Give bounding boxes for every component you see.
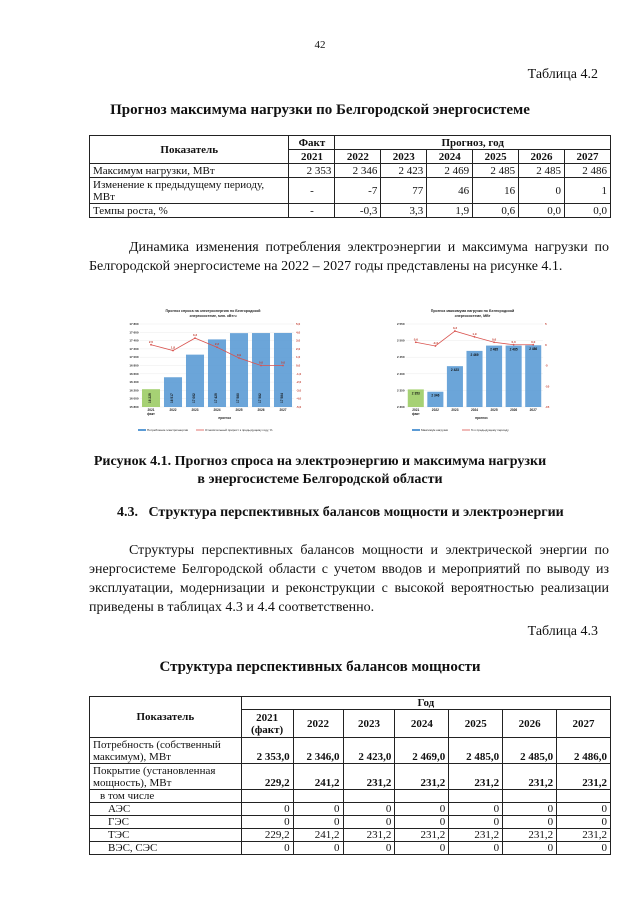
line-point: [474, 336, 476, 338]
row-label: ВЭС, СЭС: [90, 842, 242, 855]
y-tick-label: 2 550: [396, 322, 405, 326]
bar-value-label: 17 582: [258, 393, 262, 403]
header-indicator: Показатель: [90, 136, 289, 164]
paragraph-structure: Структуры перспективных балансов мощности и электрической энергии по энергосистеме Белгородской области с учетом вводов и мероприятий по выводу из эксплуатации, модернизации и реконструкции с высокой вероятностью реализации приведены в таблицах 4.3 и 4.4 соответственно.: [89, 543, 609, 615]
cell: 2 353,0: [241, 738, 293, 764]
header-fact: Факт: [289, 136, 335, 150]
y-tick-label: 2 400: [396, 371, 405, 376]
y-tick-label: 16 800: [129, 363, 139, 368]
cell: 231,2: [395, 829, 449, 842]
cell: 0: [503, 816, 557, 829]
consumption-chart: [118, 306, 308, 434]
y-tick-label: 16 400: [129, 380, 139, 385]
y-tick-label: 17 200: [129, 346, 139, 351]
point-label: 0,0: [280, 360, 286, 365]
x-axis-label: прогноз: [475, 416, 488, 420]
y2-tick-label: 2,0: [296, 346, 301, 351]
table-caption: Таблица 4.3: [527, 624, 598, 639]
cell: 0: [241, 816, 293, 829]
cell: 2 423: [381, 164, 427, 178]
x-axis-label: прогноз: [218, 416, 231, 420]
cell: 2 346: [335, 164, 381, 178]
header-year: 2024: [427, 150, 473, 164]
cell: 2 485: [519, 164, 565, 178]
line-point: [415, 341, 417, 343]
max-load-chart: [390, 306, 555, 434]
y2-tick-label: -10: [545, 384, 550, 389]
cell: 0: [343, 803, 395, 816]
chart-title: энергосистеме, МВт: [454, 314, 491, 318]
cell: 2 423,0: [343, 738, 395, 764]
line-point: [194, 337, 196, 339]
cell: 0,6: [473, 204, 519, 218]
x-tick-label: 2022: [431, 408, 439, 412]
cell: 231,2: [503, 764, 557, 790]
line-point: [434, 345, 436, 347]
legend-label: Потребление электроэнергии: [147, 428, 189, 432]
line-point: [150, 344, 152, 346]
y2-tick-label: 5,0: [296, 322, 301, 326]
cell: 0,0: [519, 204, 565, 218]
point-label: 3,3: [452, 326, 458, 331]
cell: -: [289, 178, 335, 204]
y2-tick-label: 4,0: [296, 330, 301, 335]
y2-tick-label: -5: [545, 363, 548, 368]
header-year: 2025: [449, 710, 503, 738]
header-indicator: Показатель: [90, 697, 242, 738]
table-row: [90, 842, 611, 855]
cell: 0: [519, 178, 565, 204]
legend-label: Максимум нагрузки: [421, 428, 449, 432]
row-label: в том числе: [90, 790, 242, 803]
cell: 2 353: [289, 164, 335, 178]
line-point: [238, 357, 240, 359]
row-label: ТЭС: [90, 829, 242, 842]
bar-value-label: 16 229: [148, 393, 152, 403]
bar: [486, 346, 502, 407]
cell: 0: [293, 816, 343, 829]
point-label: 0,9: [236, 353, 242, 358]
x-tick-label: 2025: [235, 408, 243, 412]
cell: -: [289, 204, 335, 218]
point-label: 0,6: [491, 337, 497, 342]
y-tick-label: 2 300: [396, 405, 405, 409]
cell: 2 485: [473, 164, 519, 178]
cell: 0: [503, 842, 557, 855]
header-forecast: Прогноз, год: [335, 136, 611, 150]
bar: [506, 346, 522, 407]
cell: 46: [427, 178, 473, 204]
table-row: [90, 738, 611, 764]
y2-tick-label: 0: [545, 342, 547, 347]
y2-tick-label: -1,0: [296, 371, 302, 376]
cell: 231,2: [449, 764, 503, 790]
y2-tick-label: 1,0: [296, 355, 301, 360]
header-year: 2021: [289, 150, 335, 164]
cell: 231,2: [395, 764, 449, 790]
table-row: [90, 816, 611, 829]
cell: 0: [395, 842, 449, 855]
table-caption: Таблица 4.2: [527, 67, 598, 82]
line-point: [513, 344, 515, 346]
y2-tick-label: 0,0: [296, 363, 301, 368]
cell: 1: [565, 178, 611, 204]
line-point: [493, 341, 495, 343]
cell: 2 485,0: [449, 738, 503, 764]
section-title: Структура перспективных балансов мощности и электроэнергии: [148, 505, 564, 520]
cell: [557, 790, 611, 803]
x-tick-label: 2026: [257, 408, 265, 412]
bar: [447, 366, 463, 407]
x-tick-label: факт: [147, 412, 155, 416]
x-tick-label: 2021: [147, 408, 155, 412]
cell: 231,2: [503, 829, 557, 842]
header-year: 2023: [381, 150, 427, 164]
x-tick-label: 2027: [529, 408, 537, 412]
table-row: [90, 204, 611, 218]
table-row: [90, 790, 611, 803]
y-tick-label: 16 000: [129, 396, 139, 401]
line-point: [216, 346, 218, 348]
bar-value-label: 2 485: [490, 347, 499, 352]
cell: 1,9: [427, 204, 473, 218]
paragraph-dynamics: Динамика изменения потребления электроэнергии и максимума нагрузки по Белгородской энергосистеме на 2022 – 2027 годы представлены на рисунке 4.1.: [89, 240, 609, 274]
cell: [241, 790, 293, 803]
row-label: Потребность (собственный максимум), МВт: [90, 738, 242, 764]
x-tick-label: 2024: [213, 408, 221, 412]
header-year: 2027: [557, 710, 611, 738]
line-point: [260, 365, 262, 367]
cell: 0: [557, 803, 611, 816]
cell: 231,2: [343, 764, 395, 790]
bar-value-label: 2 353: [411, 391, 420, 396]
bar: [525, 345, 541, 407]
y-tick-label: 16 600: [129, 371, 139, 376]
header-year: 2023: [343, 710, 395, 738]
cell: 2 486,0: [557, 738, 611, 764]
x-tick-label: 2027: [279, 408, 287, 412]
y-tick-label: 17 600: [129, 330, 139, 335]
table-row: [90, 829, 611, 842]
cell: 0: [395, 816, 449, 829]
cell: 16: [473, 178, 519, 204]
section-heading: [117, 505, 564, 521]
table-row: [90, 178, 611, 204]
bar: [466, 351, 482, 407]
cell: 0: [343, 816, 395, 829]
x-tick-label: 2025: [490, 408, 498, 412]
cell: 0: [557, 842, 611, 855]
row-label: Покрытие (установленная мощность), МВт: [90, 764, 242, 790]
cell: 241,2: [293, 829, 343, 842]
cell: 231,2: [343, 829, 395, 842]
line-point: [282, 365, 284, 367]
cell: 2 469: [427, 164, 473, 178]
y-tick-label: 15 800: [129, 405, 139, 409]
forecast-load-table: [89, 135, 611, 218]
table-title: Структура перспективных балансов мощности: [159, 659, 481, 675]
cell: [293, 790, 343, 803]
legend-label: % к предыдущему периоду: [471, 428, 509, 432]
figure-caption-line1: Рисунок 4.1. Прогноз спроса на электроэнергию и максимума нагрузки: [93, 454, 547, 469]
y-tick-label: 2 350: [396, 388, 405, 393]
point-label: 1,9: [472, 331, 477, 336]
table-row: [90, 164, 611, 178]
section-number: 4.3.: [117, 505, 138, 520]
cell: -0,3: [335, 204, 381, 218]
x-tick-label: 2022: [169, 408, 177, 412]
point-label: 3,3: [192, 333, 198, 338]
power-balance-table: [89, 696, 611, 855]
point-label: 2,2: [214, 342, 220, 347]
legend-swatch: [412, 429, 420, 431]
bar-value-label: 2 485: [509, 347, 518, 352]
y-tick-label: 2 450: [396, 355, 405, 360]
cell: 231,2: [449, 829, 503, 842]
header-year-group: Год: [241, 697, 610, 710]
bar-value-label: 17 580: [236, 393, 240, 403]
y2-tick-label: -2,0: [296, 380, 302, 385]
table-row: [90, 764, 611, 790]
y-tick-label: 2 500: [396, 338, 405, 343]
cell: [395, 790, 449, 803]
max-load-chart-svg: [390, 306, 555, 434]
cell: [449, 790, 503, 803]
cell: -7: [335, 178, 381, 204]
cell: 0: [503, 803, 557, 816]
cell: 229,2: [241, 829, 293, 842]
cell: [503, 790, 557, 803]
row-label: Максимум нагрузки, МВт: [90, 164, 289, 178]
chart-title: Прогноз максимума нагрузки по Белгородской: [430, 309, 515, 313]
y2-tick-label: -5,0: [296, 405, 302, 409]
row-label: Изменение к предыдущему периоду, МВт: [90, 178, 289, 204]
bar-value-label: 2 486: [529, 347, 538, 352]
cell: 0: [449, 816, 503, 829]
y2-tick-label: -4,0: [296, 396, 302, 401]
cell: 2 346,0: [293, 738, 343, 764]
cell: 231,2: [557, 829, 611, 842]
y-tick-label: 17 800: [129, 322, 139, 326]
line-point: [454, 330, 456, 332]
cell: 0: [343, 842, 395, 855]
cell: 0: [557, 816, 611, 829]
header-year: 2026: [503, 710, 557, 738]
header-year: 2022: [293, 710, 343, 738]
point-label: -0,3: [432, 340, 438, 345]
bar-value-label: 17 584: [280, 393, 284, 403]
consumption-chart-svg: [118, 306, 308, 434]
cell: 229,2: [241, 764, 293, 790]
cell: 231,2: [557, 764, 611, 790]
y2-tick-label: 3,0: [296, 338, 301, 343]
x-tick-label: 2021: [412, 408, 420, 412]
cell: 3,3: [381, 204, 427, 218]
cell: 77: [381, 178, 427, 204]
y2-tick-label: -3,0: [296, 388, 302, 393]
table-row: [90, 803, 611, 816]
y-tick-label: 17 000: [129, 355, 139, 360]
x-tick-label: 2026: [510, 408, 518, 412]
bar-value-label: 2 423: [450, 368, 459, 373]
point-label: 0,0: [258, 360, 264, 365]
table-title: Прогноз максимума нагрузки по Белгородской энергосистеме: [110, 102, 530, 118]
cell: 0: [293, 803, 343, 816]
bar-value-label: 17 429: [214, 393, 218, 403]
cell: 2 469,0: [395, 738, 449, 764]
line-point: [172, 350, 174, 352]
row-label: ГЭС: [90, 816, 242, 829]
point-label: 0,0: [531, 339, 536, 344]
cell: [343, 790, 395, 803]
x-tick-label: 2023: [191, 408, 199, 412]
y2-tick-label: -15: [545, 405, 550, 409]
header-year: 2022: [335, 150, 381, 164]
bar-value-label: 16 517: [170, 393, 174, 403]
cell: 0: [395, 803, 449, 816]
header-year: 2025: [473, 150, 519, 164]
cell: 0: [293, 842, 343, 855]
point-label: 0,6: [413, 337, 418, 342]
header-year: 2024: [395, 710, 449, 738]
header-year: 2026: [519, 150, 565, 164]
chart-title: энергосистеме, млн. кВт•ч: [189, 314, 237, 318]
cell: 241,2: [293, 764, 343, 790]
point-label: 1,8: [170, 345, 176, 350]
x-tick-label: факт: [411, 412, 420, 416]
bar-value-label: 2 346: [431, 393, 440, 398]
page-number: 42: [314, 39, 326, 51]
cell: 0,0: [565, 204, 611, 218]
cell: 2 486: [565, 164, 611, 178]
x-tick-label: 2024: [470, 408, 479, 412]
legend-label: Относительный прирост к предыдущему году, %: [205, 428, 273, 432]
cell: 0: [241, 803, 293, 816]
cell: 0: [449, 803, 503, 816]
point-label: 2,5: [148, 339, 154, 344]
chart-title: Прогноз спроса на электроэнергию по Белгородской: [165, 309, 261, 313]
y-tick-label: 16 200: [129, 388, 139, 393]
bar-value-label: 17 062: [192, 393, 196, 403]
row-label: АЭС: [90, 803, 242, 816]
y-tick-label: 17 400: [129, 338, 139, 343]
cell: 0: [449, 842, 503, 855]
row-label: Темпы роста, %: [90, 204, 289, 218]
point-label: 0,0: [511, 339, 516, 344]
x-tick-label: 2023: [451, 408, 459, 412]
bar-value-label: 2 469: [470, 352, 479, 357]
cell: 0: [241, 842, 293, 855]
line-point: [532, 344, 534, 346]
figure-caption-line2: в энергосистеме Белгородской области: [197, 472, 443, 487]
header-year: 2027: [565, 150, 611, 164]
legend-swatch: [138, 429, 146, 431]
header-year: 2021 (факт): [241, 710, 293, 738]
y2-tick-label: 5: [545, 322, 547, 326]
cell: 2 485,0: [503, 738, 557, 764]
